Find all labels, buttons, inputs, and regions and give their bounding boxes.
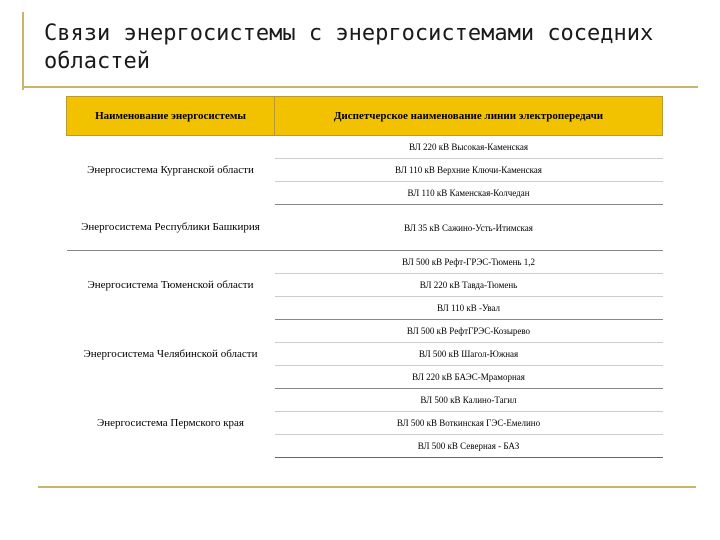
line-name-cell: ВЛ 220 кВ Высокая-Каменская [275, 136, 663, 159]
line-name-cell: ВЛ 220 кВ Тавда-Тюмень [275, 274, 663, 297]
table-row [67, 389, 663, 412]
system-name-cell: Энергосистема Курганской области [87, 164, 254, 177]
decor-title-underline [22, 86, 698, 88]
header-line-name: Диспетчерское наименование линии электропередачи [275, 97, 663, 136]
line-name-cell: ВЛ 500 кВ Рефт-ГРЭС-Тюмень 1,2 [275, 251, 663, 274]
decor-vertical-line [22, 12, 24, 90]
line-name-cell: ВЛ 110 кВ -Увал [275, 297, 663, 320]
line-name-cell: ВЛ 220 кВ БАЭС-Мраморная [275, 366, 663, 389]
system-name-cell: Энергосистема Пермского края [97, 417, 244, 429]
line-name-cell: ВЛ 110 кВ Верхние Ключи-Каменская [275, 159, 663, 182]
system-name-cell: Энергосистема Тюменской области [87, 279, 254, 292]
line-name-cell: ВЛ 35 кВ Сажино-Усть-Итимская [275, 205, 663, 251]
table-header-row [67, 97, 663, 136]
line-name-cell: ВЛ 500 кВ Калино-Тагил [275, 389, 663, 412]
table-row [67, 251, 663, 274]
table-row [67, 136, 663, 159]
line-name-cell: ВЛ 500 кВ Шагол-Южная [275, 343, 663, 366]
system-name-cell: Энергосистема Республики Башкирия [67, 205, 275, 251]
table-row [67, 205, 663, 251]
decor-bottom-line [38, 486, 696, 488]
connections-table [66, 96, 663, 458]
system-name-cell: Энергосистема Челябинской области [83, 348, 258, 360]
line-name-cell: ВЛ 500 кВ Воткинская ГЭС-Емелино [275, 412, 663, 435]
table-row [67, 320, 663, 343]
header-system-name: Наименование энергосистемы [67, 97, 275, 136]
page-title: Связи энергосистемы с энергосистемами соседних областей [44, 21, 654, 74]
line-name-cell: ВЛ 110 кВ Каменская-Колчедан [275, 182, 663, 205]
line-name-cell: ВЛ 500 кВ РефтГРЭС-Козырево [275, 320, 663, 343]
line-name-cell: ВЛ 500 кВ Северная - БАЗ [275, 435, 663, 458]
